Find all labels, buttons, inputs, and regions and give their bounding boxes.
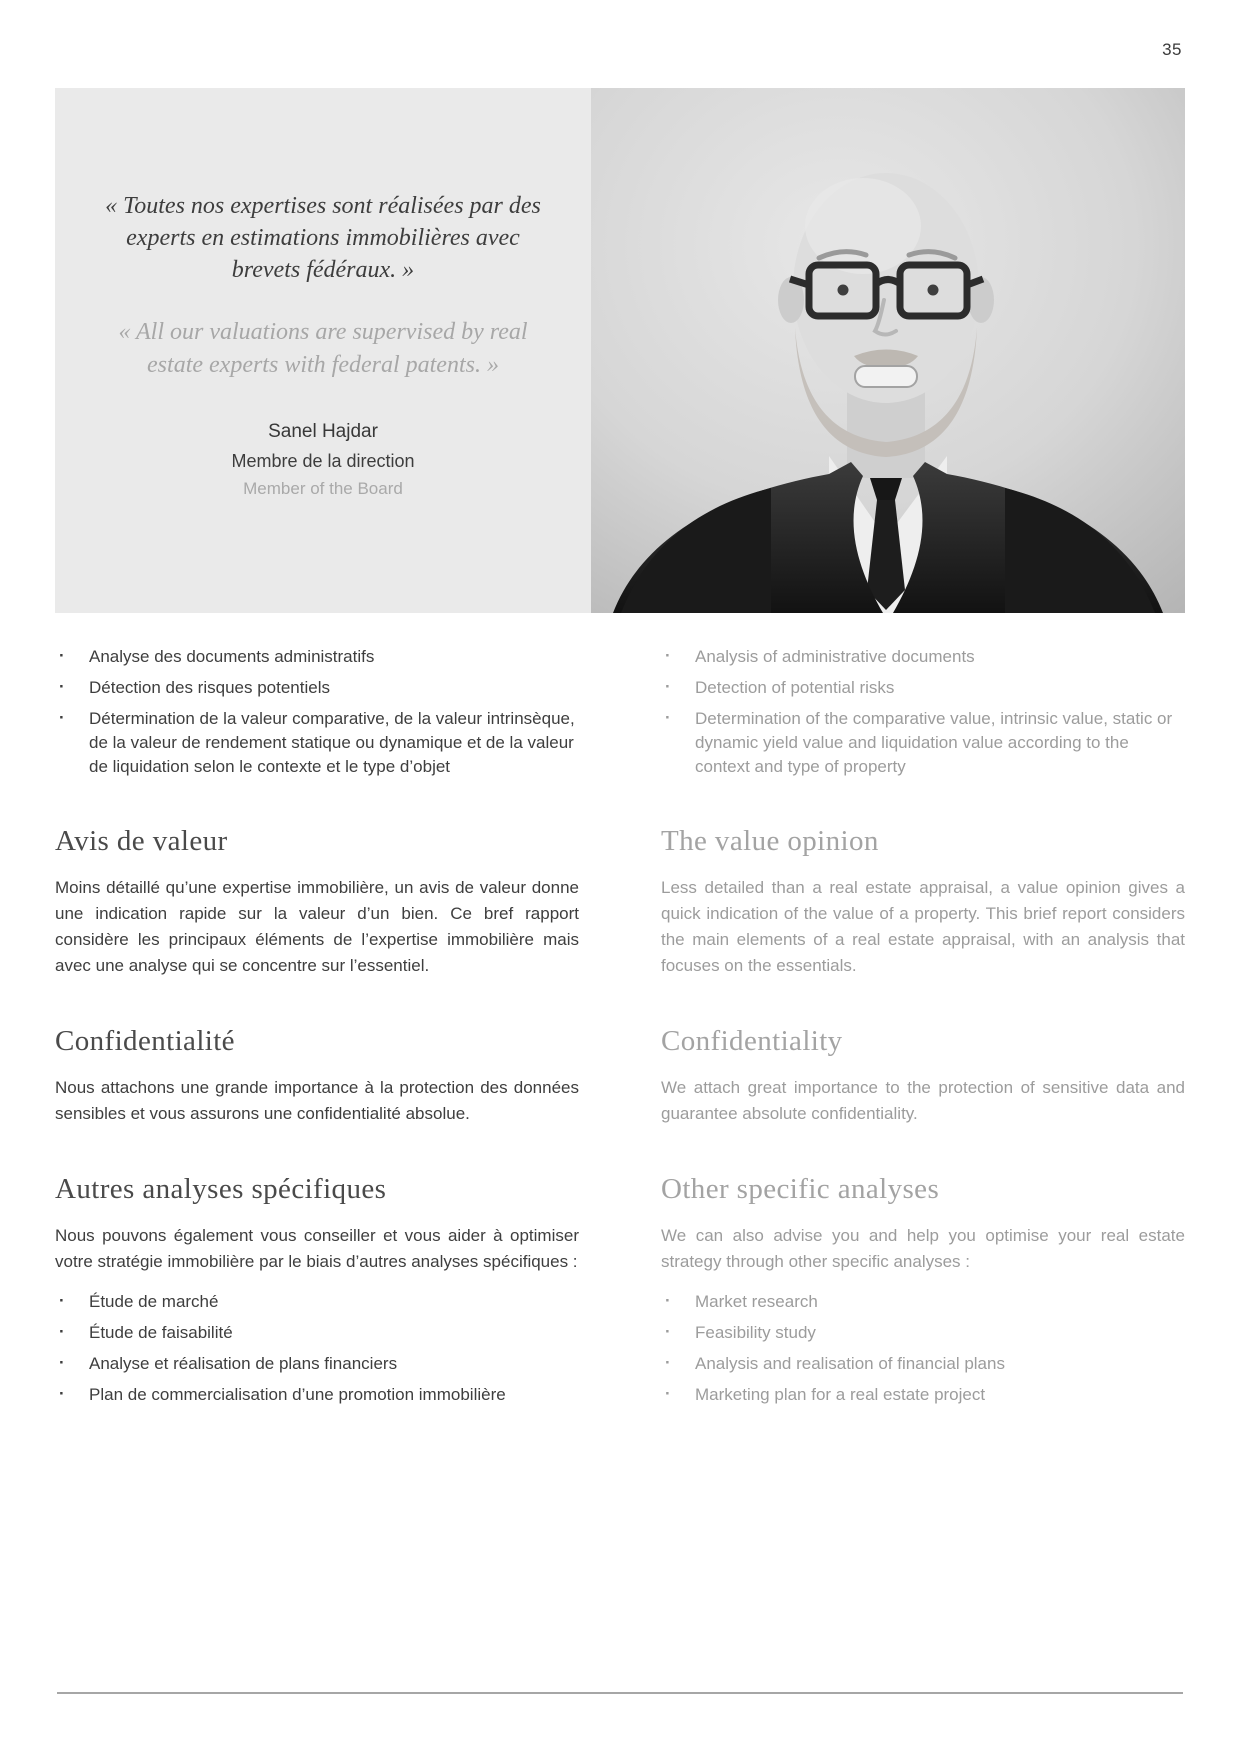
list-item: · Analysis of administrative documents [661, 645, 1185, 669]
author-role-french: Membre de la direction [231, 450, 415, 471]
hero-section [55, 88, 1185, 613]
quote-english: « All our valuations are supervised by real estate experts with federal patents. » [118, 319, 528, 378]
list-item: · Étude de faisabilité [55, 1321, 579, 1345]
list-item: · Detection of potential risks [661, 676, 1185, 700]
section-title-avis-de-valeur: Avis de valeur [55, 825, 228, 857]
analyses-bullets-english [661, 1290, 1185, 1407]
list-item: · Analysis and realisation of financial plans [661, 1352, 1185, 1376]
list-item: · Analyse des documents administratifs [55, 645, 579, 669]
quote-french: « Toutes nos expertises sont réalisées par des experts en estimations immobilières avec brevets fédéraux. » [105, 193, 541, 284]
section-title-other-analyses: Other specific analyses [661, 1173, 940, 1205]
section-body: Nous pouvons également vous conseiller et vous aider à optimiser votre stratégie immobilière par le biais d’autres analyses spécifiques : [55, 1226, 579, 1271]
section-body: Less detailed than a real estate appraisal, a value opinion gives a quick indication of the value of a property. This brief report considers the main elements of a real estate appraisal, with an analysis that focuses on the essentials. [661, 878, 1185, 975]
section-title-confidentiality: Confidentiality [661, 1025, 843, 1057]
column-english [661, 645, 1185, 1414]
section-body: We can also advise you and help you optimise your real estate strategy through other specific analyses : [661, 1226, 1185, 1271]
list-item: · Détection des risques potentiels [55, 676, 579, 700]
portrait-photo [591, 88, 1185, 613]
quote-panel [55, 88, 591, 613]
section-title-autres-analyses: Autres analyses spécifiques [55, 1173, 387, 1205]
section-body: We attach great importance to the protection of sensitive data and guarantee absolute confidentiality. [661, 1078, 1185, 1123]
page-number: 35 [1162, 40, 1182, 59]
section-body: Nous attachons une grande importance à la protection des données sensibles et vous assurons une confidentialité absolue. [55, 1078, 579, 1123]
section-title-confidentialite: Confidentialité [55, 1025, 235, 1057]
list-item: · Étude de marché [55, 1290, 579, 1314]
list-item: · Marketing plan for a real estate project [661, 1383, 1185, 1407]
intro-bullets-english [661, 645, 1185, 779]
list-item: · Analyse et réalisation de plans financiers [55, 1352, 579, 1376]
column-french [55, 645, 579, 1414]
author-name: Sanel Hajdar [268, 420, 378, 442]
analyses-bullets-french [55, 1290, 579, 1407]
section-body: Moins détaillé qu’une expertise immobilière, un avis de valeur donne une indication rapide sur la valeur d’un bien. Ce bref rapport considère les principaux éléments de l’expertise immobilière mais avec une analyse qui se concentre sur l’essentiel. [55, 878, 579, 975]
author-role-english: Member of the Board [243, 478, 403, 498]
two-column-content [55, 645, 1185, 1414]
section-title-value-opinion: The value opinion [661, 825, 879, 857]
intro-bullets-french [55, 645, 579, 779]
list-item: · Determination of the comparative value, intrinsic value, static or dynamic yield value and liquidation value according to the context and type of property [661, 707, 1185, 779]
list-item: · Plan de commercialisation d’une promotion immobilière [55, 1383, 579, 1407]
quote-attribution [85, 421, 561, 499]
list-item: · Market research [661, 1290, 1185, 1314]
footer-rule [57, 1692, 1183, 1694]
list-item: · Détermination de la valeur comparative, de la valeur intrinsèque, de la valeur de rendement statique ou dynamique et de la valeur de liquidation selon le contexte et le type d’objet [55, 707, 579, 779]
portrait-photo-illustration [591, 88, 1185, 613]
list-item: · Feasibility study [661, 1321, 1185, 1345]
